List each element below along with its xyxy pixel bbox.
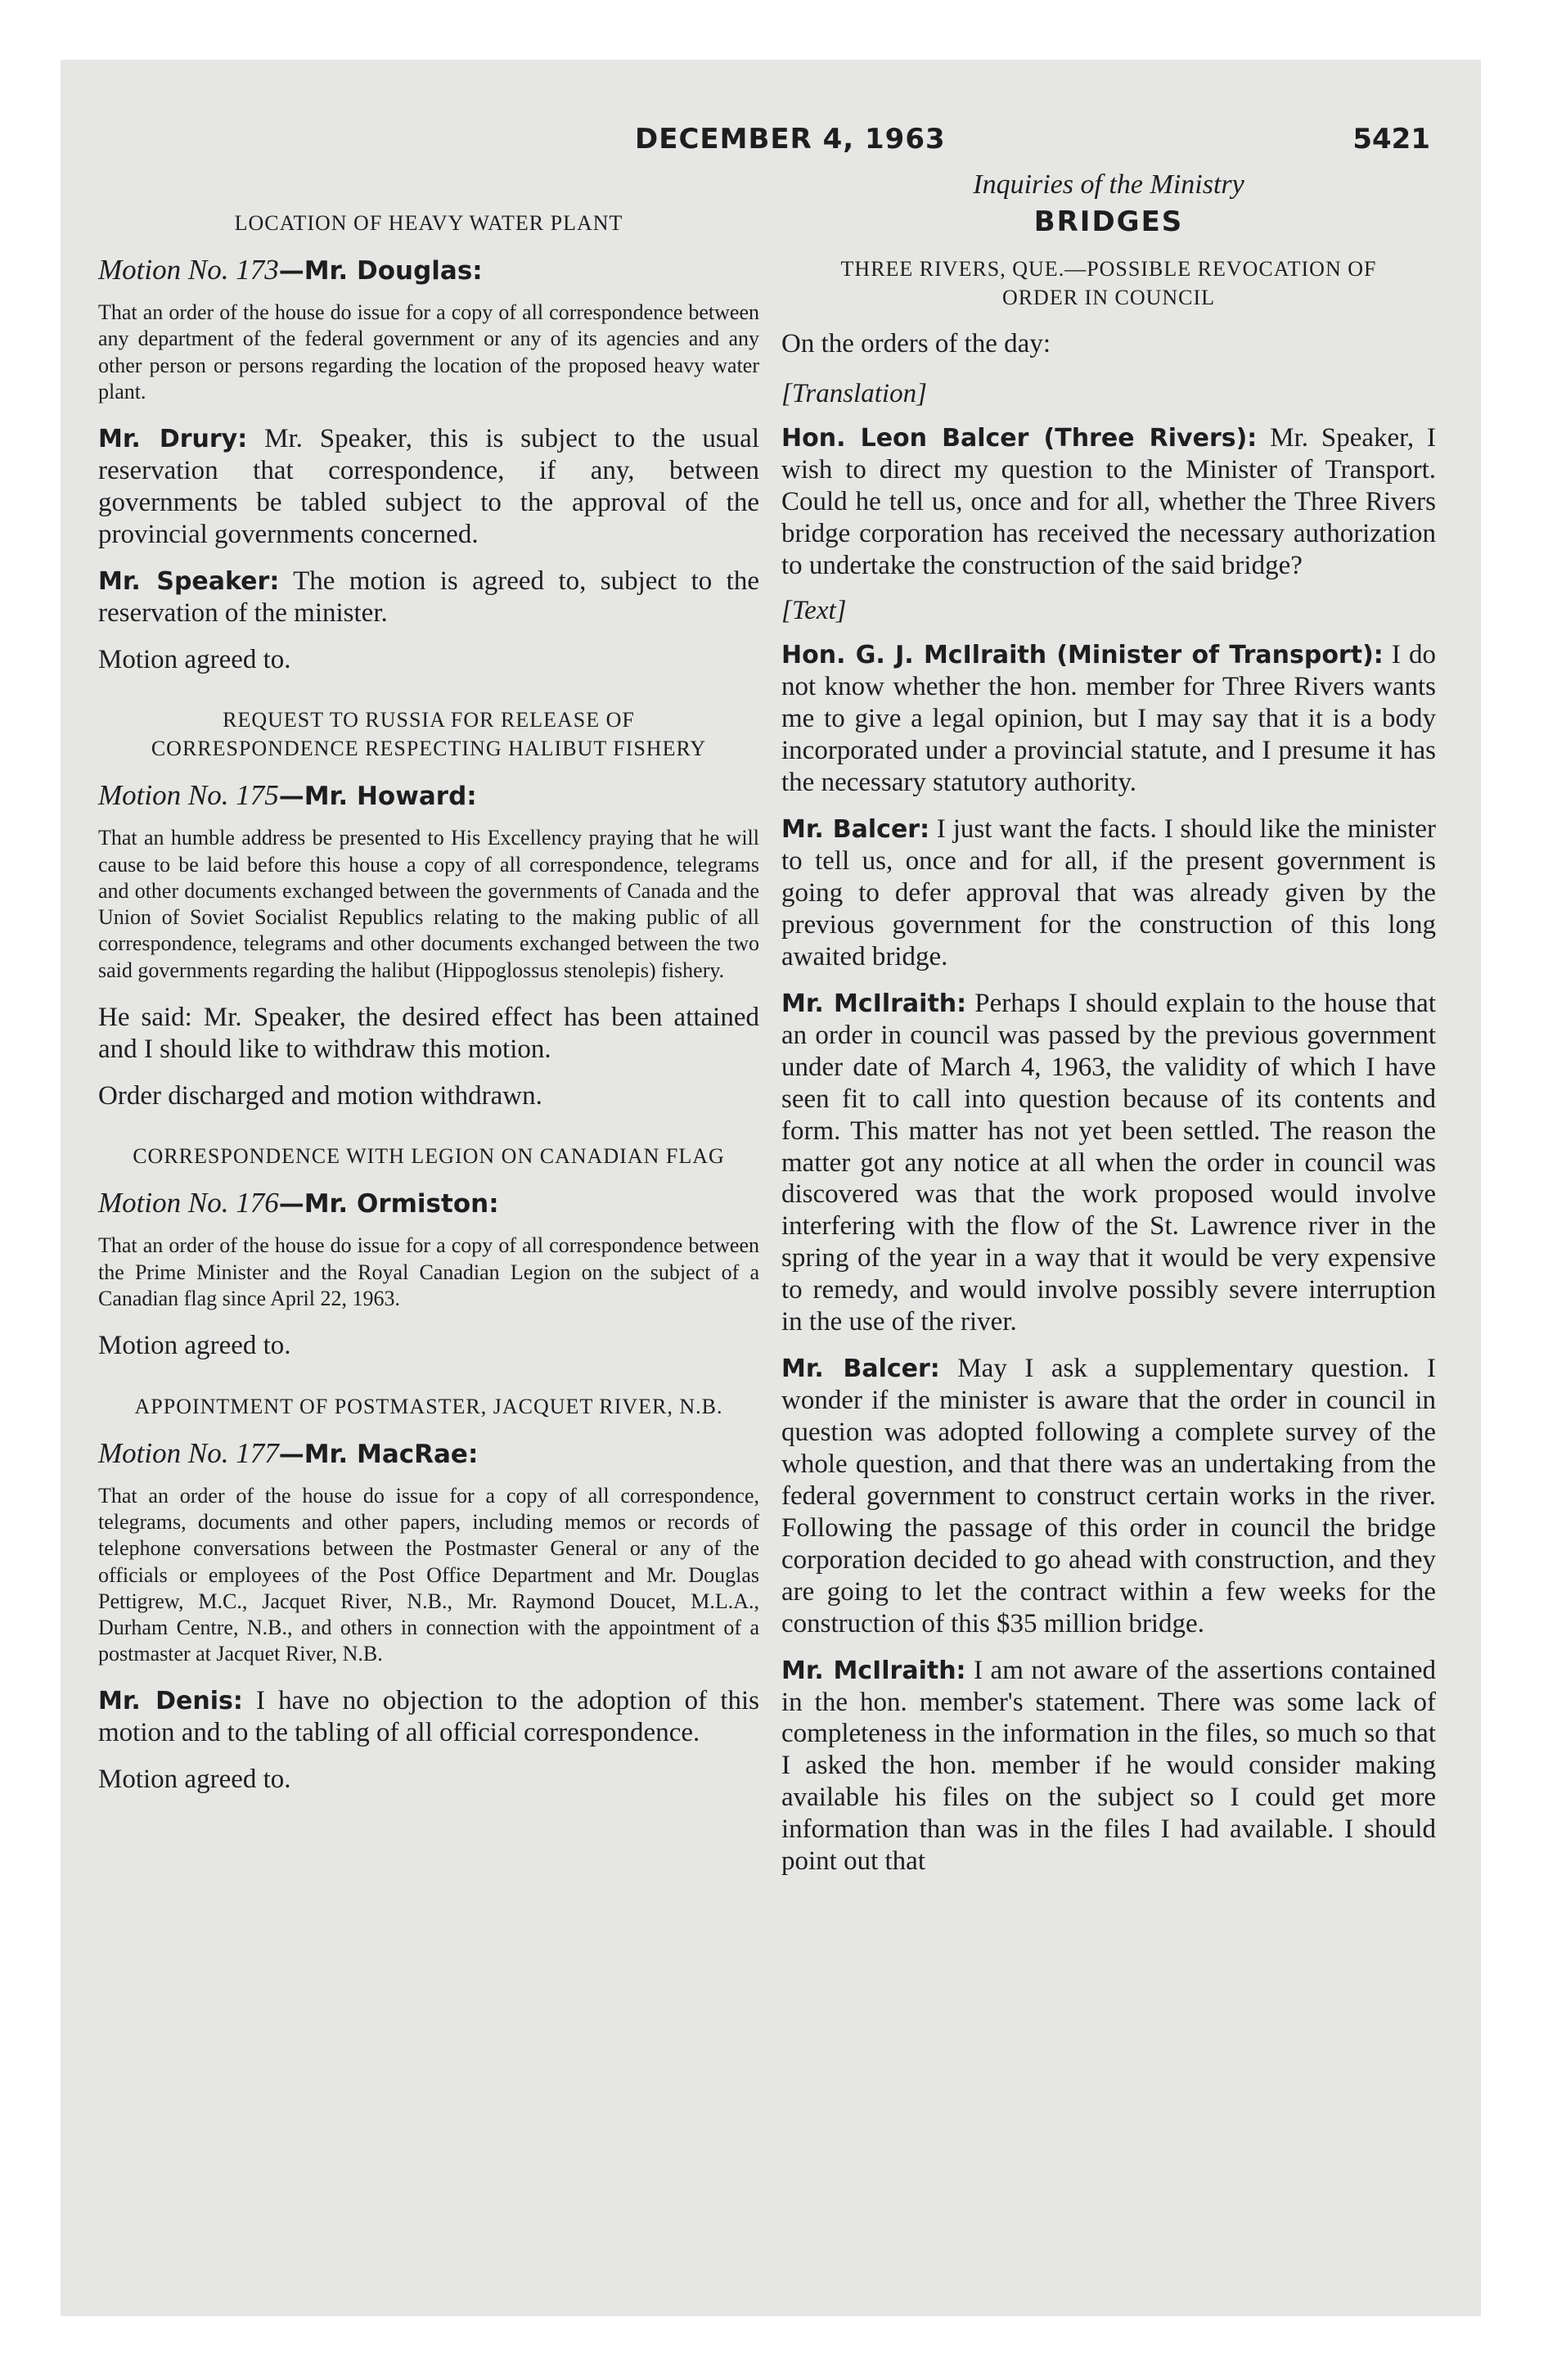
speech-paragraph	[781, 639, 1436, 799]
section-heading: LOCATION OF HEAVY WATER PLANT	[234, 211, 623, 235]
section-heading: APPOINTMENT OF POSTMASTER, JACQUET RIVER, N.B.	[134, 1394, 723, 1418]
speech-text: Perhaps I should explain to the house that an order in council was passed by the previous government under date of March 4, 1963, the validity of which I have seen fit to call into question because of its contents and form. This matter has not yet been settled. The reason the matter got any notice at all when the order in council was discovered was that the work proposed would involve interfering with the flow of the St. Lawrence river in the spring of the year in a way that it would be very expensive to remedy, and would involve possibly severe interruption in the use of the river.	[781, 988, 1437, 1337]
page-number: 5421	[1352, 123, 1430, 156]
translation-marker: [Translation]	[781, 378, 927, 408]
motion-mover: —Mr. Howard:	[278, 782, 477, 812]
header-date: DECEMBER 4, 1963	[635, 123, 946, 156]
speaker-name: Mr. Denis:	[98, 1687, 243, 1716]
right-column	[781, 169, 1437, 1892]
motion-result: Motion agreed to.	[98, 644, 291, 674]
subsection-heading: THREE RIVERS, QUE.—POSSIBLE REVOCATION OF ORDER IN COUNCIL	[840, 257, 1377, 310]
section-legion-flag	[98, 1142, 759, 1362]
speech-paragraph	[781, 1655, 1436, 1878]
speech-paragraph	[781, 422, 1436, 582]
speaker-name: Hon. G. J. McIlraith (Minister of Transport):	[781, 641, 1384, 670]
motion-mover: —Mr. Ormiston:	[278, 1189, 499, 1219]
motion-text: That an order of the house do issue for a copy of all correspondence between the Prime Minister and the Royal Canadian Legion on the subject of a Canadian flag since April 22, 1963.	[98, 1233, 759, 1310]
section-postmaster	[98, 1392, 759, 1796]
speaker-name: Mr. Balcer:	[781, 815, 930, 845]
speaker-name: Mr. Drury:	[98, 425, 248, 454]
motion-number: Motion No. 176	[98, 1187, 279, 1219]
motion-result: Order discharged and motion withdrawn.	[98, 1080, 542, 1111]
text-marker: [Text]	[781, 596, 847, 626]
motion-number: Motion No. 173	[98, 254, 279, 286]
speech-text: Mr. Speaker, I wish to direct my question to the Minister of Transport. Could he tell us, once and for all, whether the Three Rivers bridge corporation has received the necessary authorization to undertake the construction of the said bridge?	[781, 422, 1436, 580]
speaker-name: Mr. McIlraith:	[781, 1656, 966, 1685]
speech-paragraph	[98, 1685, 759, 1749]
motion-text: That an order of the house do issue for a copy of all correspondence between any department of the federal government or any of its agencies and any other person or persons regarding the location of the proposed heavy water plant.	[98, 300, 759, 403]
motion-title	[98, 254, 759, 286]
orders-of-the-day: On the orders of the day:	[781, 329, 1051, 359]
speech-paragraph	[781, 814, 1436, 973]
motion-text: That an humble address be presented to His Excellency praying that he will cause to be laid before this house a copy of all correspondence, telegrams and other documents exchanged between the governments of Canada and the Union of Soviet Socialist Republics relating to the making public of all correspondence, telegrams and other documents exchanged between the two said governments regarding the halibut (Hippoglossus stenolepis) fishery.	[98, 826, 759, 982]
motion-text: That an order of the house do issue for a copy of all correspondence, telegrams, documents and other papers, including memos or records of telephone conversations between the Postmaster General or any of the officials or employees of the Post Office Department and Mr. Douglas Pettigrew, M.C., Jacquet River, N.B., Mr. Raymond Doucet, M.L.A., Durham Centre, N.B., and others in connection with the appointment of a postmaster at Jacquet River, N.B.	[98, 1483, 759, 1666]
speech-paragraph	[98, 566, 759, 629]
speech-paragraph	[781, 988, 1436, 1338]
section-title: BRIDGES	[1033, 205, 1184, 238]
section-heading: REQUEST TO RUSSIA FOR RELEASE OF CORRESPONDENCE RESPECTING HALIBUT FISHERY	[151, 708, 707, 761]
motion-result: Motion agreed to.	[98, 1331, 291, 1361]
speaker-name: Mr. Balcer:	[781, 1355, 940, 1384]
motion-mover: —Mr. Douglas:	[278, 256, 483, 286]
speech-text: I am not aware of the assertions contained in the hon. member's statement. There was some lack of completeness in the information in the files, so much so that I asked the hon. member if he would consider making available his files on the subject so I could get more information than was in the files I had available. I should point out that	[781, 1655, 1436, 1877]
speech-paragraph	[98, 423, 759, 551]
motion-title	[98, 779, 759, 812]
speaker-name: Mr. Speaker:	[98, 566, 280, 596]
speaker-name: Hon. Leon Balcer (Three Rivers):	[781, 423, 1258, 453]
left-column	[98, 209, 759, 1814]
statement-paragraph: He said: Mr. Speaker, the desired effect has been attained and I should like to withdraw this motion.	[98, 1002, 759, 1064]
motion-title	[98, 1437, 759, 1470]
section-halibut-fishery	[98, 705, 759, 1112]
speech-text: I just want the facts. I should like the minister to tell us, once and for all, if the present government is going to defer approval that was already given by the previous government for the construction of this long awaited bridge.	[781, 814, 1436, 971]
section-heavy-water-plant	[98, 209, 759, 676]
speaker-name: Mr. McIlraith:	[781, 989, 967, 1018]
speech-text: I have no objection to the adoption of this motion and to the tabling of all official correspondence.	[98, 1686, 759, 1748]
speech-text: Mr. Speaker, this is subject to the usual reservation that correspondence, if any, between governments be tabled subject to the approval of the provincial governments concerned.	[98, 424, 759, 549]
speech-text: The motion is agreed to, subject to the reservation of the minister.	[98, 566, 759, 628]
running-title: Inquiries of the Ministry	[973, 169, 1244, 200]
motion-result: Motion agreed to.	[98, 1765, 291, 1795]
speech-text: I do not know whether the hon. member for Three Rivers wants me to give a legal opinion, but I may say that it is a body incorporated under a provincial statute, and I presume it has the necessary statutory authority.	[781, 640, 1436, 798]
motion-number: Motion No. 177	[98, 1436, 279, 1469]
motion-number: Motion No. 175	[98, 779, 279, 812]
speech-text: May I ask a supplementary question. I wonder if the minister is aware that the order in council in question was adopted following a complete survey of the whole question, and that there was an undertaking from the federal government to construct certain works in the river. Following the passage of this order in council the bridge corporation decided to go ahead with construction, and they are going to let the contract within a few weeks for the construction of this $35 million bridge.	[781, 1354, 1436, 1639]
speech-paragraph	[781, 1353, 1436, 1639]
section-heading: CORRESPONDENCE WITH LEGION ON CANADIAN FLAG	[133, 1144, 725, 1169]
motion-mover: —Mr. MacRae:	[278, 1439, 479, 1469]
page-header	[0, 123, 1548, 164]
motion-title	[98, 1187, 759, 1219]
